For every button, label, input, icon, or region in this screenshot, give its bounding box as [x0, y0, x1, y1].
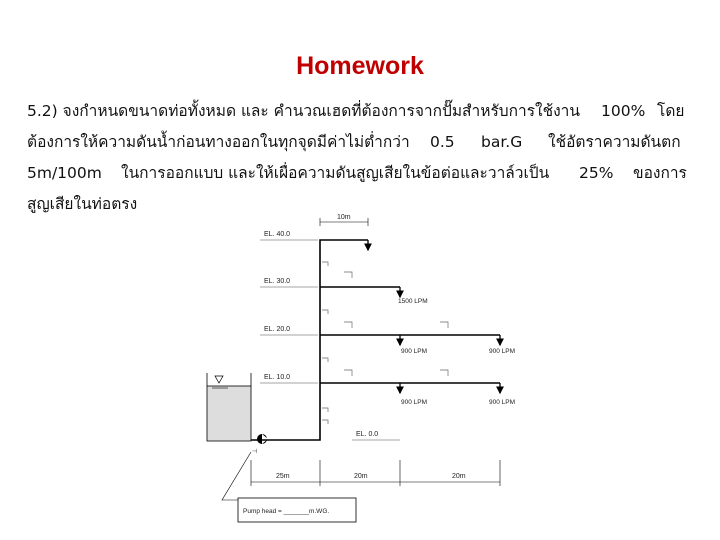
elevation-lines	[260, 240, 400, 440]
flow-label-el10-mid: 900 LPM	[401, 399, 428, 406]
elevation-label-30: EL. 30.0	[264, 278, 291, 285]
pressure-value: 0.5	[430, 133, 455, 151]
problem-text: ในการออกแบบ และให้เผื่อความดันสูญเสียในข้อต่อและวาล์วเป็น	[121, 164, 550, 182]
elevation-label-10: EL. 10.0	[264, 374, 291, 381]
pump-head-leader	[222, 452, 251, 500]
percent-value: 25%	[579, 164, 614, 182]
flow-label-el20-mid: 900 LPM	[401, 348, 428, 355]
percent-value: 100%	[601, 102, 646, 120]
elevation-label-0: EL. 0.0	[356, 431, 379, 438]
piping-diagram	[195, 212, 535, 524]
problem-text: โดย	[657, 102, 685, 120]
pump-marker: ⊣	[252, 449, 258, 455]
flow-label-el30: 1500 LPM	[398, 298, 428, 305]
drop-rate-value: 5m/100m	[27, 164, 102, 182]
dimension-label-3: 20m	[452, 473, 466, 480]
water-level-icon	[215, 376, 223, 383]
outlet-drops	[368, 240, 500, 393]
problem-text: 5.2) จงกำหนดขนาดท่อทั้งหมด และ คำนวณเฮดที่ต้องการจากปั๊มสำหรับการใช้งาน	[27, 102, 580, 120]
elevation-label-40: EL. 40.0	[264, 231, 291, 238]
dimension-label-1: 25m	[276, 473, 290, 480]
problem-text: สูญเสียในท่อตรง	[27, 195, 138, 213]
problem-text: ใช้อัตราความดันตก	[548, 133, 681, 151]
flow-label-el20-end: 900 LPM	[489, 348, 516, 355]
dimension-label-2: 20m	[354, 473, 368, 480]
pressure-unit: bar.G	[481, 133, 523, 151]
pump-head-label: Pump head = _______m.WG.	[243, 508, 330, 515]
pipe-network	[251, 240, 500, 440]
top-length-label: 10m	[337, 214, 351, 221]
page-title: Homework	[296, 52, 424, 80]
problem-text: ต้องการให้ความดันน้ำก่อนทางออกในทุกจุดมีค่าไม่ต่ำกว่า	[27, 133, 410, 151]
elevation-label-20: EL. 20.0	[264, 326, 291, 333]
water-tank	[207, 386, 251, 441]
problem-text: ของการ	[633, 164, 687, 182]
flow-label-el10-end: 900 LPM	[489, 399, 516, 406]
